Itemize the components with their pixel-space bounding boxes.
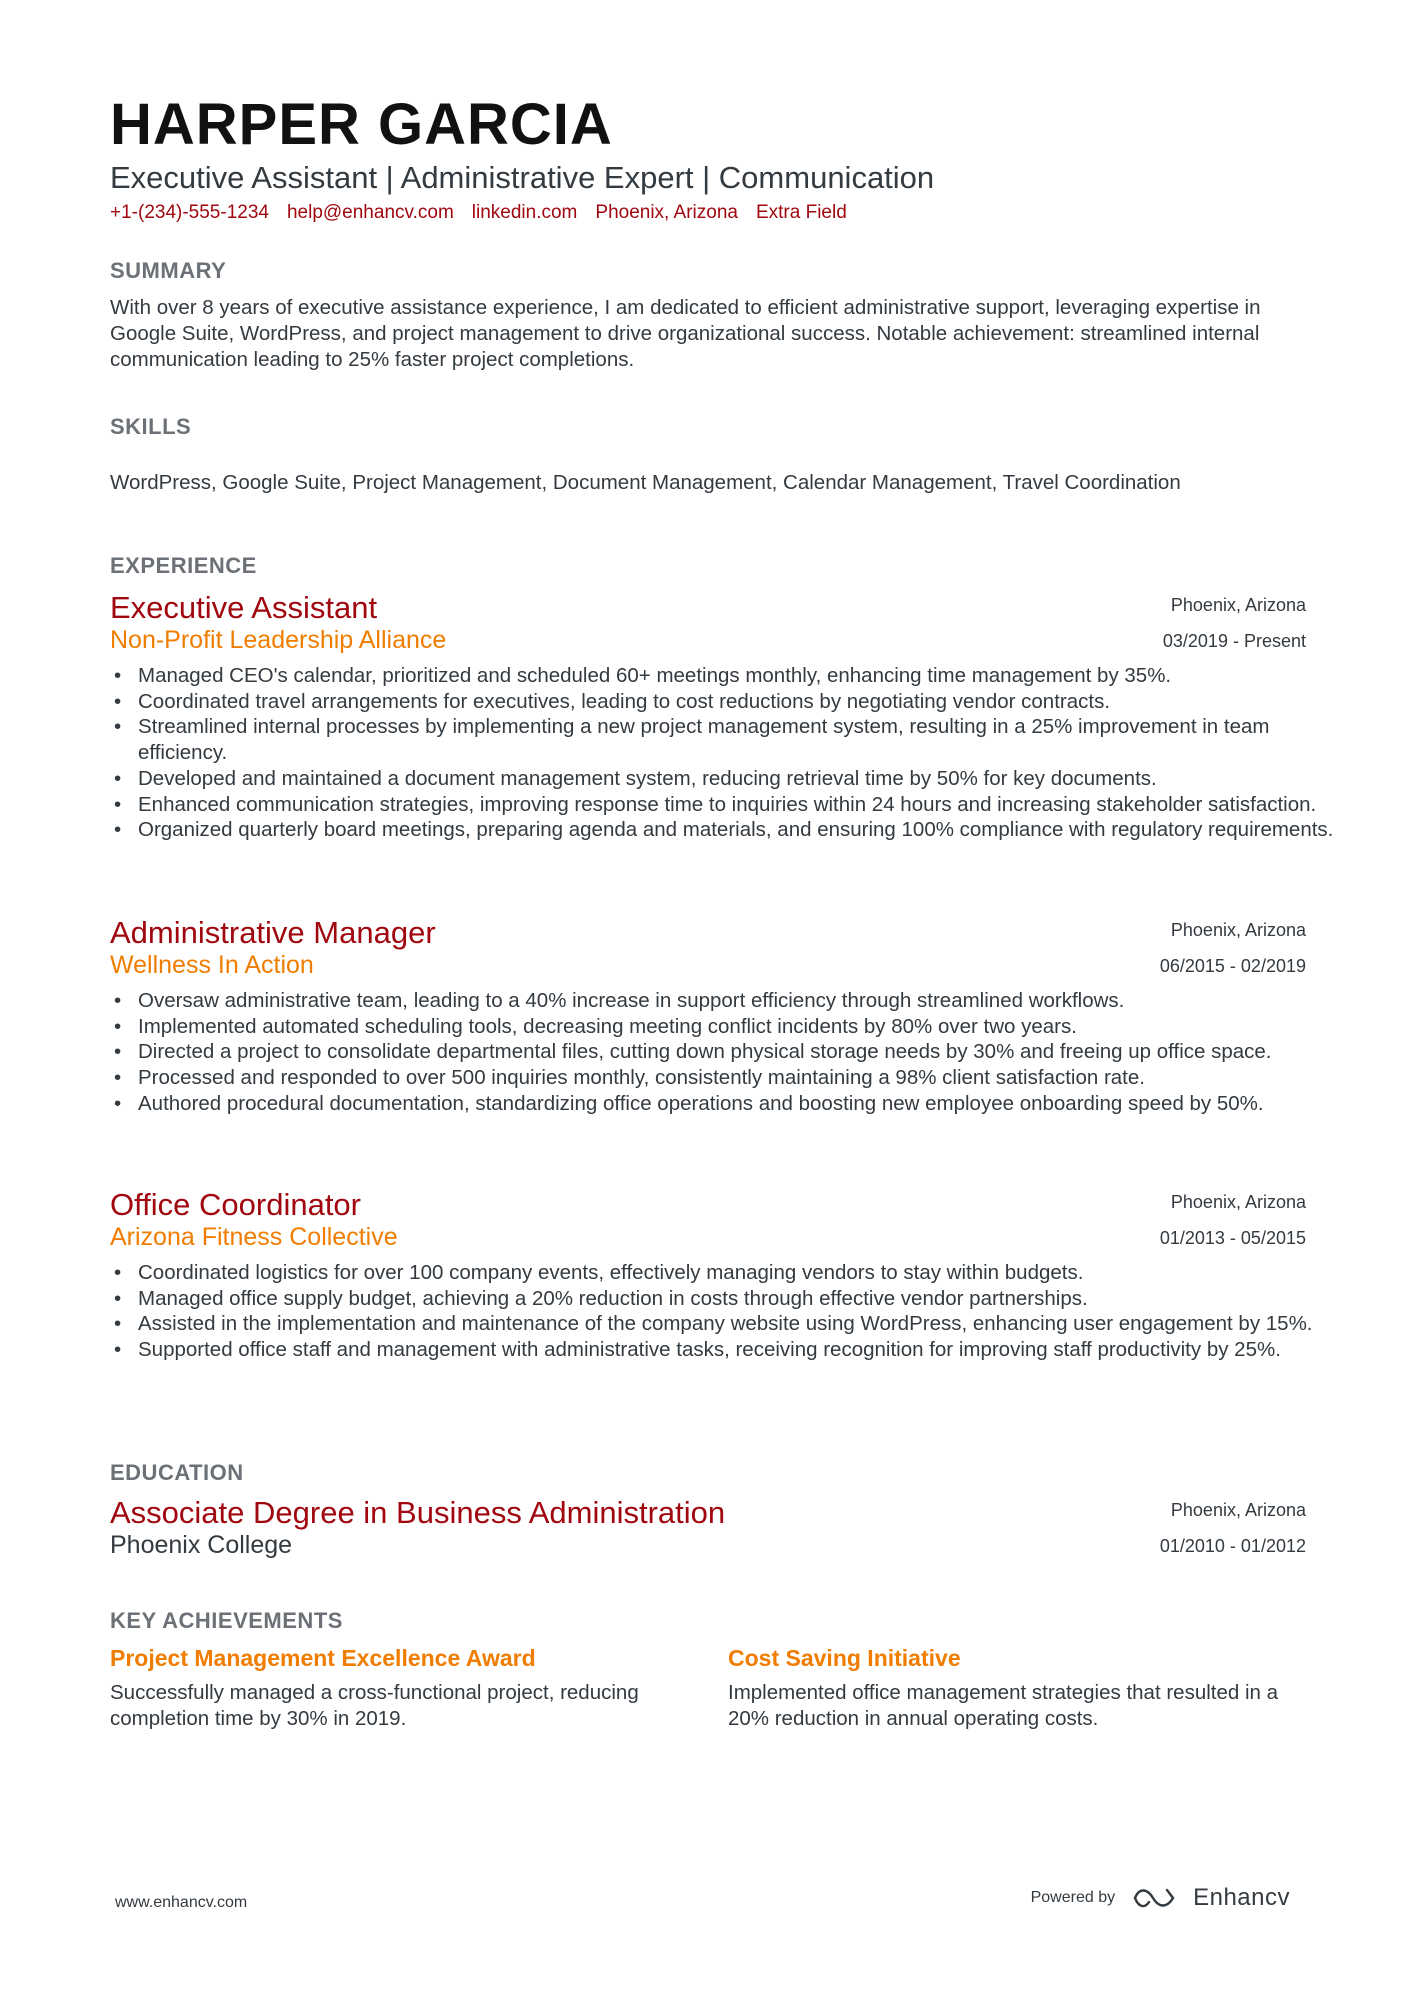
candidate-headline: Executive Assistant | Administrative Expert | Communication bbox=[110, 160, 935, 195]
skills-heading: SKILLS bbox=[110, 414, 192, 439]
job-bullets bbox=[110, 1260, 1334, 1363]
company-name: Arizona Fitness Collective bbox=[110, 1223, 398, 1251]
job-bullets bbox=[110, 663, 1334, 843]
school-location: Phoenix, Arizona bbox=[1170, 1500, 1306, 1520]
contact-linkedin[interactable]: linkedin.com bbox=[471, 202, 578, 223]
list-item: • Supported office staff and management with administrative tasks, receiving recognition for improving staff productivity by 25%. bbox=[138, 1337, 1334, 1363]
job-dates: 06/2015 - 02/2019 bbox=[1159, 956, 1306, 976]
skills-text: WordPress, Google Suite, Project Management, Document Management, Calendar Management, Travel Coordination bbox=[110, 471, 1181, 494]
achievement-description: Implemented office management strategies that resulted in a 20% reduction in annual operating costs. bbox=[728, 1680, 1279, 1730]
achievement-item bbox=[728, 1644, 1298, 1732]
list-item: • Managed office supply budget, achieving a 20% reduction in costs through effective vendor partnerships. bbox=[138, 1286, 1334, 1312]
job-location: Phoenix, Arizona bbox=[1170, 920, 1306, 940]
footer-branding bbox=[1031, 1884, 1290, 1912]
list-item: • Processed and responded to over 500 inquiries monthly, consistently maintaining a 98% client satisfaction rate. bbox=[138, 1065, 1334, 1091]
contact-extra-field: Extra Field bbox=[755, 202, 847, 223]
list-item: • Assisted in the implementation and maintenance of the company website using WordPress, enhancing user engagement by 15%. bbox=[138, 1311, 1334, 1337]
degree-title: Associate Degree in Business Administration bbox=[110, 1495, 726, 1530]
school-dates: 01/2010 - 01/2012 bbox=[1159, 1536, 1306, 1556]
list-item: • Developed and maintained a document management system, reducing retrieval time by 50% for key documents. bbox=[138, 766, 1334, 792]
company-name: Wellness In Action bbox=[110, 951, 314, 979]
list-item: • Organized quarterly board meetings, preparing agenda and materials, and ensuring 100% compliance with regulatory requirements. bbox=[138, 817, 1334, 843]
job-dates: 01/2013 - 05/2015 bbox=[1159, 1228, 1306, 1248]
list-item: • Directed a project to consolidate departmental files, cutting down physical storage needs by 30% and freeing up office space. bbox=[138, 1039, 1334, 1065]
contact-bar bbox=[110, 202, 847, 224]
contact-email[interactable]: help@enhancv.com bbox=[286, 202, 454, 223]
list-item: • Coordinated logistics for over 100 company events, effectively managing vendors to stay within budgets. bbox=[138, 1260, 1334, 1286]
job-bullets bbox=[110, 988, 1334, 1117]
achievements-heading: KEY ACHIEVEMENTS bbox=[110, 1608, 343, 1633]
contact-location: Phoenix, Arizona bbox=[595, 202, 738, 223]
brand-name: Enhancv bbox=[1193, 1884, 1290, 1911]
achievement-item bbox=[110, 1644, 680, 1732]
list-item: • Streamlined internal processes by implementing a new project management system, resulting in a 25% improvement in team efficiency. bbox=[138, 714, 1334, 765]
achievement-title: Project Management Excellence Award bbox=[110, 1645, 536, 1671]
list-item: • Coordinated travel arrangements for executives, leading to cost reductions by negotiating vendor contracts. bbox=[138, 689, 1334, 715]
enhancv-logo-icon bbox=[1131, 1885, 1177, 1911]
powered-by-label: Powered by bbox=[1030, 1889, 1116, 1906]
job-title: Administrative Manager bbox=[110, 915, 436, 950]
job-title: Office Coordinator bbox=[110, 1187, 361, 1222]
list-item: • Oversaw administrative team, leading to a 40% increase in support efficiency through streamlined workflows. bbox=[138, 988, 1334, 1014]
achievement-description: Successfully managed a cross-functional project, reducing completion time by 30% in 2019. bbox=[110, 1680, 639, 1730]
candidate-name: HARPER GARCIA bbox=[110, 92, 613, 157]
list-item: • Implemented automated scheduling tools, decreasing meeting conflict incidents by 80% over two years. bbox=[138, 1014, 1334, 1040]
job-title: Executive Assistant bbox=[110, 590, 378, 625]
job-location: Phoenix, Arizona bbox=[1170, 1192, 1306, 1212]
experience-heading: EXPERIENCE bbox=[110, 553, 257, 578]
footer-website[interactable]: www.enhancv.com bbox=[115, 1894, 248, 1911]
summary-text: With over 8 years of executive assistance experience, I am dedicated to efficient administrative support, leveraging expertise in Google Suite, WordPress, and project management to drive organizational success. Notable achievement: streamlined internal communication leading to 25% faster project completions. bbox=[110, 296, 1261, 371]
list-item: • Managed CEO's calendar, prioritized and scheduled 60+ meetings monthly, enhancing time management by 35%. bbox=[138, 663, 1334, 689]
summary-heading: SUMMARY bbox=[110, 258, 227, 283]
education-heading: EDUCATION bbox=[110, 1460, 244, 1485]
job-dates: 03/2019 - Present bbox=[1162, 631, 1306, 651]
company-name: Non-Profit Leadership Alliance bbox=[110, 626, 447, 654]
achievement-title: Cost Saving Initiative bbox=[728, 1645, 961, 1671]
job-location: Phoenix, Arizona bbox=[1170, 595, 1306, 615]
contact-phone[interactable]: +1-(234)-555-1234 bbox=[110, 202, 269, 223]
list-item: • Authored procedural documentation, standardizing office operations and boosting new employee onboarding speed by 50%. bbox=[138, 1091, 1334, 1117]
list-item: • Enhanced communication strategies, improving response time to inquiries within 24 hours and increasing stakeholder satisfaction. bbox=[138, 792, 1334, 818]
school-name: Phoenix College bbox=[110, 1531, 293, 1559]
